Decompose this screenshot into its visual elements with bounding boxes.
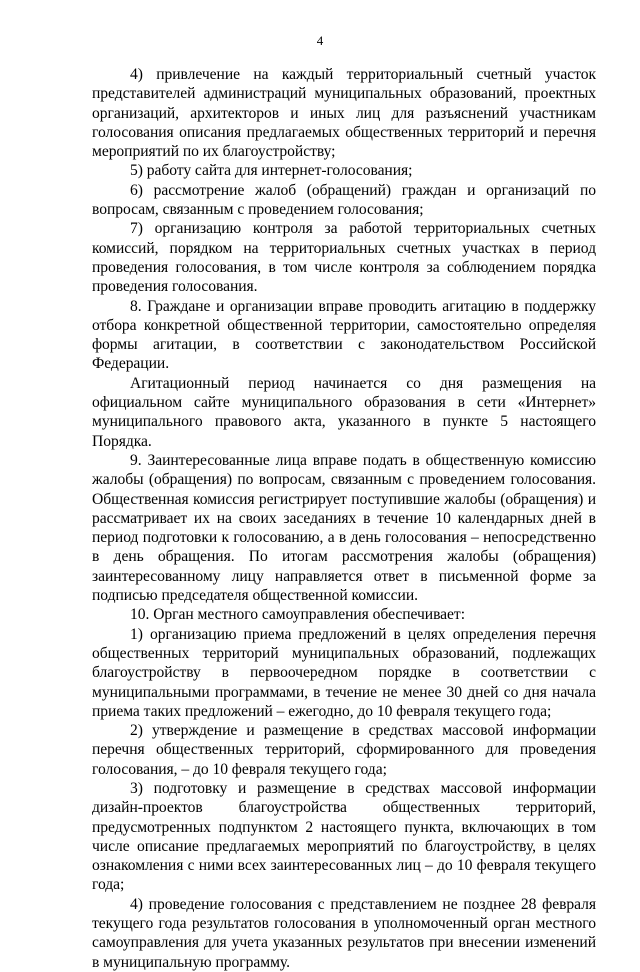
- page-number: 4: [316, 33, 324, 48]
- paragraph-item-2-territory-list: 2) утверждение и размещение в средствах массовой информации перечня общественных территорий, сформированного для проведения голосования, – до 10 февраля текущего года;: [92, 722, 596, 778]
- paragraph-item-7-control: 7) организацию контроля за работой территориальных счетных комиссий, порядком на территориальных счетных участках в период проведения голосования, в том числе контроля за соблюдением порядка проведения голосования.: [92, 220, 596, 296]
- paragraph-item-5-website: 5) работу сайта для интернет-голосования;: [130, 162, 413, 180]
- paragraph-section-10-heading: 10. Орган местного самоуправления обеспечивает:: [130, 606, 465, 624]
- paragraph-agitation-period: Агитационный период начинается со дня размещения на официальном сайте муниципального образования в сети «Интернет» муниципального правового акта, указанного в пункте 5 настоящего Порядка.: [92, 374, 596, 450]
- document-body: [92, 65, 596, 972]
- paragraph-section-9-complaints: 9. Заинтересованные лица вправе подать в общественную комиссию жалобы (обращения) по вопросам, связанным с проведением голосования. Общественная комиссия регистрирует поступившие жалобы (обращения) и рассматривает их на своих заседаниях в течение 10 календарных дней в период подготовки к голосованию, а в день голосования – непосредственно в день обращения. По итогам рассмотрения жалобы (обращения) заинтересованному лицу направляется ответ в письменной форме за подписью председателя общественной комиссии.: [92, 451, 596, 605]
- paragraph-item-1-proposals: 1) организацию приема предложений в целях определения перечня общественных территорий муниципальных образований, подлежащих благоустройству в первоочередном порядке в соответствии с муниципальными программами, в течение не менее 30 дней со дня начала приема таких предложений – ежегодно, до 10 февраля текущего года;: [92, 625, 596, 720]
- paragraph-item-4-voting-results: 4) проведение голосования с представлением не позднее 28 февраля текущего года результатов голосования в уполномоченный орган местного самоуправления для учета указанных результатов при внесении изменений в муниципальную программу.: [92, 895, 596, 971]
- paragraph-item-4-representatives: 4) привлечение на каждый территориальный счетный участок представителей администраций муниципальных образований, проектных организаций, архитекторов и иных лиц для разъяснений участникам голосования описания предлагаемых общественных территорий и перечня мероприятий по их благоустройству;: [92, 66, 596, 161]
- paragraph-item-3-design-projects: 3) подготовку и размещение в средствах массовой информации дизайн-проектов благоустройства общественных территорий, предусмотренных подпунктом 2 настоящего пункта, включающих в том числе описание предлагаемых мероприятий по благоустройству, в целях ознакомления с ними всех заинтересованных лиц – до 10 февраля текущего года;: [92, 779, 596, 894]
- paragraph-section-8-agitation: 8. Граждане и организации вправе проводить агитацию в поддержку отбора конкретной общественной территории, самостоятельно определяя формы агитации, в соответствии с законодательством Российской Федерации.: [92, 297, 596, 373]
- paragraph-item-6-complaints: 6) рассмотрение жалоб (обращений) граждан и организаций по вопросам, связанным с проведением голосования;: [92, 181, 596, 219]
